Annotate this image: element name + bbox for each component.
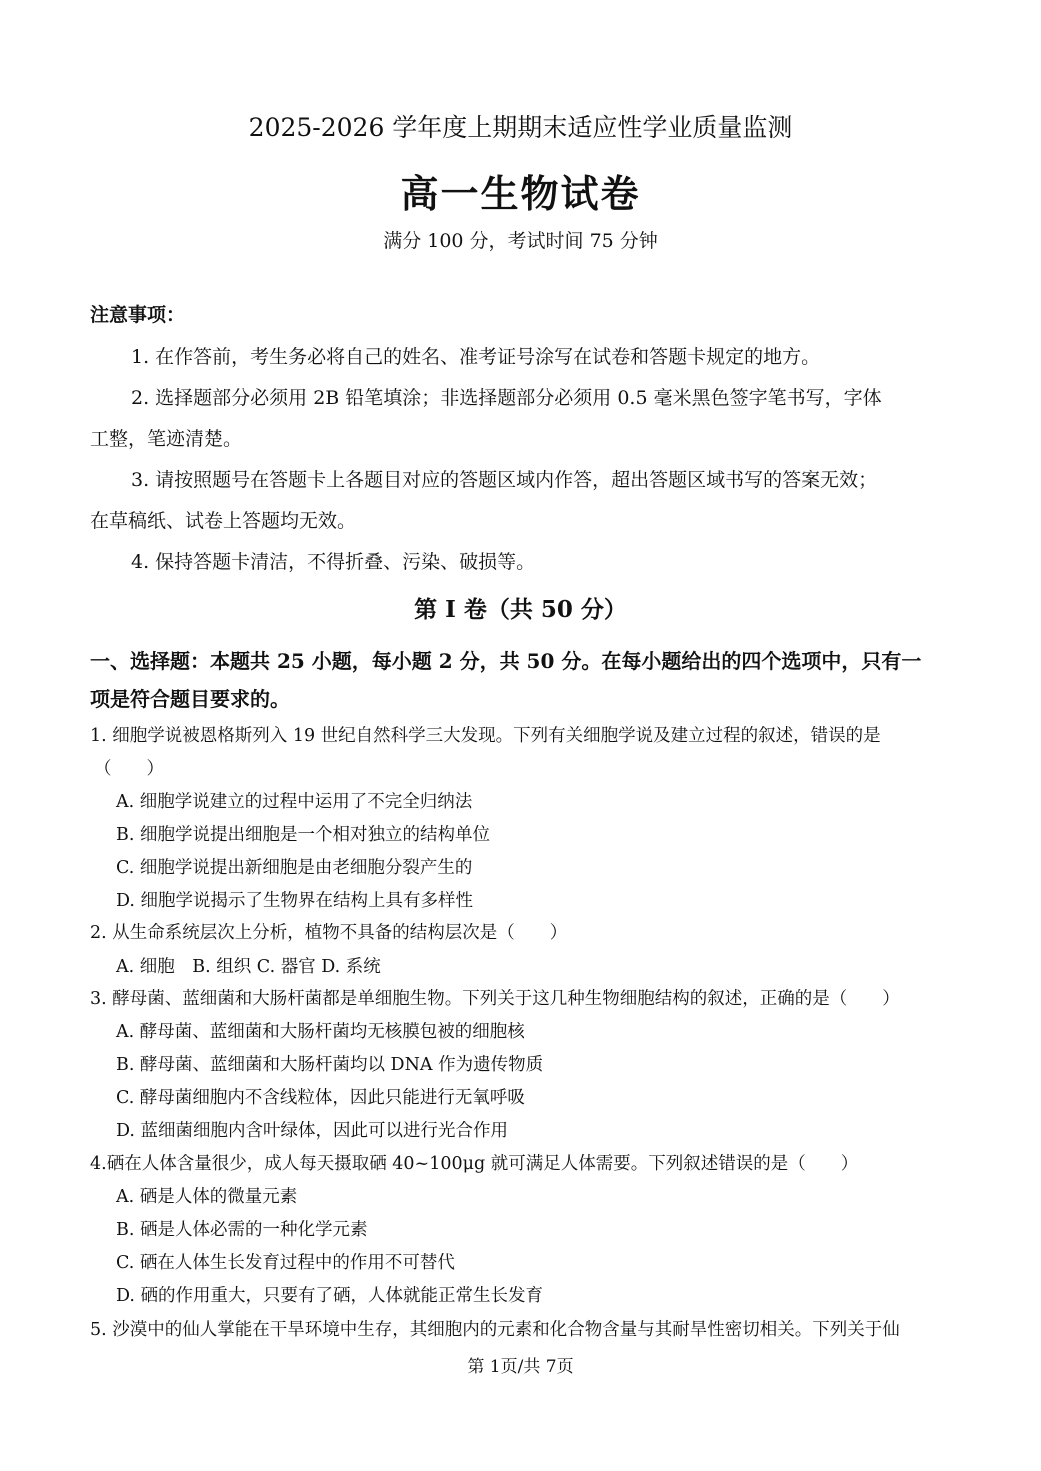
question-1-stem: 1. 细胞学说被恩格斯列入 19 世纪自然科学三大发现。下列有关细胞学说及建立过程的叙述，错误的是 xyxy=(90,726,881,746)
question-1-option-c: C. 细胞学说提出新细胞是由老细胞分裂产生的 xyxy=(116,858,473,878)
question-3-option-c: C. 酵母菌细胞内不含线粒体，因此只能进行无氧呼吸 xyxy=(116,1088,525,1108)
question-1-option-d: D. 细胞学说揭示了生物界在结构上具有多样性 xyxy=(116,891,474,911)
question-2-options: A. 细胞 B. 组织 C. 器官 D. 系统 xyxy=(116,957,381,977)
note-item-2: 2. 选择题部分必须用 2B 铅笔填涂；非选择题部分必须用 0.5 毫米黑色签字笔书写，字体 xyxy=(131,387,882,409)
question-1-stem-cont: （ ） xyxy=(94,759,164,779)
notes-title: 注意事项： xyxy=(90,304,186,326)
question-4-stem: 4.硒在人体含量很少，成人每天摄取硒 40~100μg 就可满足人体需要。下列叙述错误的是（ ） xyxy=(90,1154,859,1174)
exam-subtitle: 满分 100 分，考试时间 75 分钟 xyxy=(383,230,658,252)
paper-title: 高一生物试卷 xyxy=(400,171,641,216)
question-3-option-d: D. 蓝细菌细胞内含叶绿体，因此可以进行光合作用 xyxy=(116,1121,509,1141)
page-number: 第 1页/共 7页 xyxy=(467,1357,574,1377)
question-1-option-b: B. 细胞学说提出细胞是一个相对独立的结构单位 xyxy=(116,825,490,845)
question-4-option-c: C. 硒在人体生长发育过程中的作用不可替代 xyxy=(116,1253,455,1273)
question-3-option-b: B. 酵母菌、蓝细菌和大肠杆菌均以 DNA 作为遗传物质 xyxy=(116,1055,544,1075)
note-item-3: 3. 请按照题号在答题卡上各题目对应的答题区域内作答，超出答题区域书写的答案无效； xyxy=(131,469,878,491)
section-title: 第 I 卷（共 50 分） xyxy=(414,596,627,623)
note-item-1: 1. 在作答前，考生务必将自己的姓名、准考证号涂写在试卷和答题卡规定的地方。 xyxy=(131,346,821,368)
question-3-option-a: A. 酵母菌、蓝细菌和大肠杆菌均无核膜包被的细胞核 xyxy=(116,1022,525,1042)
section-heading-line-1: 一、选择题：本题共 25 小题，每小题 2 分，共 50 分。在每小题给出的四个选项中，只有一 xyxy=(90,649,922,673)
question-4-option-d: D. 硒的作用重大，只要有了硒，人体就能正常生长发育 xyxy=(116,1286,544,1306)
question-2-stem: 2. 从生命系统层次上分析，植物不具备的结构层次是（ ） xyxy=(90,923,568,943)
note-item-3-cont: 在草稿纸、试卷上答题均无效。 xyxy=(90,510,357,532)
question-4-option-b: B. 硒是人体必需的一种化学元素 xyxy=(116,1220,368,1240)
question-4-option-a: A. 硒是人体的微量元素 xyxy=(116,1187,298,1207)
exam-title: 2025-2026 学年度上期期末适应性学业质量监测 xyxy=(248,113,793,142)
question-3-stem: 3. 酵母菌、蓝细菌和大肠杆菌都是单细胞生物。下列关于这几种生物细胞结构的叙述，正确的是（ ） xyxy=(90,989,900,1009)
section-heading-line-2: 项是符合题目要求的。 xyxy=(90,687,290,711)
question-1-option-a: A. 细胞学说建立的过程中运用了不完全归纳法 xyxy=(116,792,473,812)
note-item-4: 4. 保持答题卡清洁，不得折叠、污染、破损等。 xyxy=(131,551,536,573)
note-item-2-cont: 工整，笔迹清楚。 xyxy=(90,428,243,450)
question-5-stem: 5. 沙漠中的仙人掌能在干旱环境中生存，其细胞内的元素和化合物含量与其耐旱性密切相关。下列关于仙 xyxy=(90,1320,900,1340)
